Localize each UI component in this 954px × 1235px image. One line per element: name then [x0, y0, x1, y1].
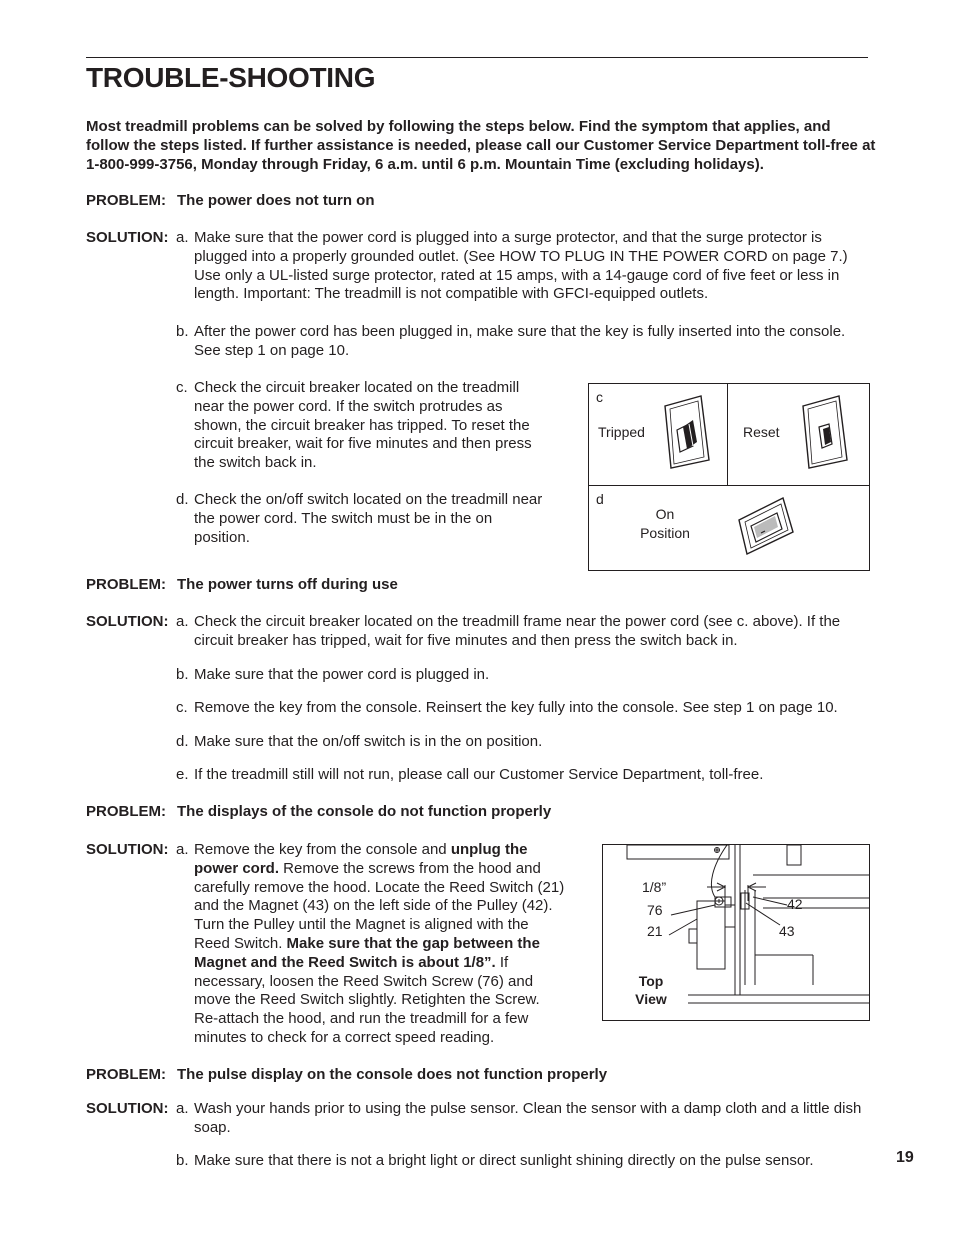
- problem-title: The pulse display on the console does not function properly: [177, 1066, 608, 1083]
- tripped-label: Tripped: [598, 424, 645, 440]
- on-label: On: [655, 506, 675, 522]
- top-label: Top: [638, 973, 664, 989]
- problem-1: [86, 192, 375, 211]
- solution-item: b. Make sure that the power cord is plugged in.: [176, 666, 490, 683]
- solution-item: a. Check the circuit breaker located on the treadmill frame near the power cord (see c. above). If the circuit breaker has tripped, wait for five minutes and then press the switch back in.: [176, 613, 841, 649]
- reed-switch-figure: [602, 844, 870, 1021]
- problem-label: PROBLEM:: [86, 192, 166, 209]
- solution-item: b. After the power cord has been plugged in, make sure that the key is fully inserted into the console. See step 1 on page 10.: [176, 323, 846, 359]
- problem-label: PROBLEM:: [86, 1066, 166, 1083]
- solution-item: a. Wash your hands prior to using the pulse sensor. Clean the sensor with a damp cloth and a little dish soap.: [176, 1100, 862, 1136]
- figure-divider: [727, 384, 728, 485]
- figure-label-c: c: [596, 389, 603, 405]
- solution-label: SOLUTION:: [86, 1100, 169, 1117]
- problem-2: [86, 576, 398, 595]
- solution-item: d. Check the on/off switch located on the treadmill near the power cord. The switch must be in the on position.: [176, 491, 543, 546]
- problem-4: [86, 1066, 607, 1085]
- part-43-label: 43: [779, 923, 795, 939]
- part-42-label: 42: [787, 896, 803, 912]
- figure-divider: [589, 485, 869, 486]
- switch-figure: [588, 383, 870, 571]
- problem-title: The displays of the console do not function properly: [177, 803, 552, 820]
- solution-item: d. Make sure that the on/off switch is in the on position.: [176, 733, 543, 750]
- solution-label: SOLUTION:: [86, 613, 169, 630]
- reset-switch-icon: [799, 394, 853, 470]
- gap-label: 1/8”: [642, 879, 667, 895]
- solution-label: SOLUTION:: [86, 229, 169, 246]
- part-21-label: 21: [647, 923, 663, 939]
- solution-item: a. Make sure that the power cord is plugged into a surge protector, and that the surge protector is plugged into a properly grounded outlet. (See HOW TO PLUG IN THE POWER CORD on page 7.) Use only a UL-listed surge protector, rated at 15 amps, with a 14-gauge cord of five feet or less in length. Important: The treadmill is not compatible with GFCI-equipped outlets.: [176, 229, 848, 303]
- header-rule: [86, 57, 868, 58]
- problem-label: PROBLEM:: [86, 576, 166, 593]
- problem-title: The power does not turn on: [177, 192, 375, 209]
- solution-label: SOLUTION:: [86, 841, 169, 858]
- position-label: Position: [640, 525, 690, 541]
- problem-title: The power turns off during use: [177, 576, 398, 593]
- solution-item: b. Make sure that there is not a bright light or direct sunlight shining directly on the pulse sensor.: [176, 1152, 814, 1169]
- solution-item: e. If the treadmill still will not run, please call our Customer Service Department, toll-free.: [176, 766, 764, 783]
- problem-3: [86, 803, 551, 822]
- problem-label: PROBLEM:: [86, 803, 166, 820]
- figure-label-d: d: [596, 491, 604, 507]
- reset-label: Reset: [743, 424, 780, 440]
- tripped-switch-icon: [661, 394, 715, 470]
- intro-paragraph: Most treadmill problems can be solved by following the steps below. Find the symptom that applies, and follow the steps listed. If further assistance is needed, please call our Customer Service Department toll-free at 1-800-999-3756, Monday through Friday, 6 a.m. until 6 p.m. Mountain Time (excluding holidays).: [86, 118, 876, 173]
- page-number: 19: [896, 1149, 914, 1166]
- on-off-switch-icon: [735, 494, 797, 558]
- part-76-label: 76: [647, 902, 663, 918]
- view-label: View: [635, 991, 667, 1007]
- solution-item: c. Check the circuit breaker located on the treadmill near the power cord. If the switch protrudes as shown, the circuit breaker has tripped. To reset the circuit breaker, wait for five minutes and then press the switch back in.: [176, 379, 532, 472]
- solution-item: c. Remove the key from the console. Reinsert the key fully into the console. See step 1 on page 10.: [176, 699, 838, 716]
- solution-item: a. Remove the key from the console and unplug the power cord. Remove the screws from the hood and carefully remove the hood. Locate the Reed Switch (21) and the Magnet (43) on the left side of the Pulley (42). Turn the Pulley until the Magnet is aligned with the Reed Switch. Make sure that the gap between the Magnet and the Reed Switch is about 1/8”. If necessary, loosen the Reed Switch Screw (76) and move the Reed Switch slightly. Retighten the Screw. Re-attach the hood, and run the treadmill for a few minutes to check for a correct speed reading.: [176, 841, 565, 1046]
- page-title: TROUBLE-SHOOTING: [86, 62, 376, 93]
